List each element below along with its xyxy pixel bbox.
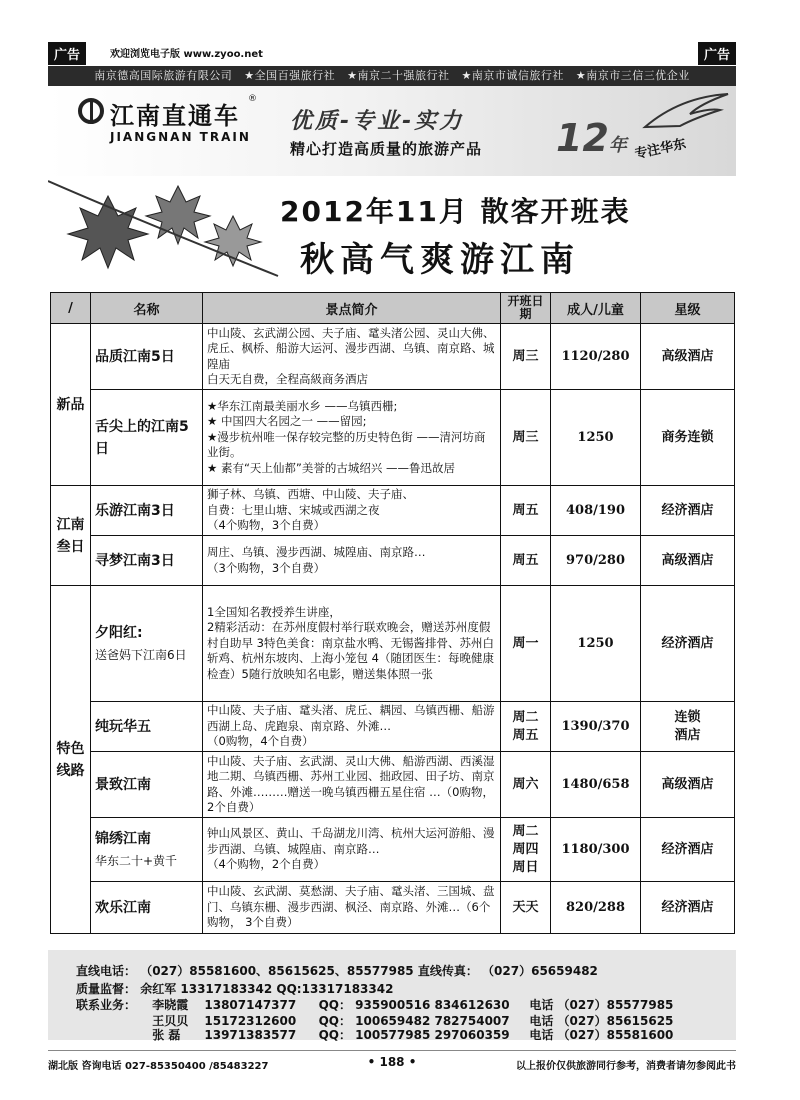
contact-panel bbox=[48, 950, 736, 1040]
contact-label: 联系业务： bbox=[76, 998, 137, 1012]
tour-price: 1250 bbox=[551, 390, 641, 486]
qq-label: QQ： bbox=[318, 998, 351, 1012]
page-number: • 188 • bbox=[367, 1055, 417, 1069]
brand-banner bbox=[48, 86, 736, 176]
agency-banner bbox=[48, 66, 736, 86]
hotel-grade: 经济酒店 bbox=[641, 882, 735, 934]
maple-leaf-icon bbox=[48, 176, 288, 286]
brand-english-name: JIANGNAN TRAIN bbox=[110, 130, 251, 144]
page-subtitle: 秋高气爽游江南 bbox=[300, 240, 580, 280]
table-row bbox=[51, 702, 735, 752]
departure-day: 周一 bbox=[501, 586, 551, 702]
tour-description: 中山陵、玄武湖公园、夫子庙、鼋头渚公园、灵山大佛、虎丘、枫桥、船游大运河、漫步西湖、乌镇、南京路、城隍庙 白天无自费，全程高級商务酒店 bbox=[203, 324, 501, 390]
tour-price: 970/280 bbox=[551, 536, 641, 586]
anniversary-years: 12 bbox=[556, 116, 609, 160]
ad-label-right: 广告 bbox=[698, 42, 736, 65]
brand-slogan: 优质-专业-实力 bbox=[290, 109, 465, 134]
fax-number: （027）65659482 bbox=[482, 964, 598, 978]
tour-name: 景致江南 bbox=[91, 752, 203, 818]
hotel-grade: 商务连锁 bbox=[641, 390, 735, 486]
tour-price: 1390/370 bbox=[551, 702, 641, 752]
column-header: / bbox=[51, 293, 91, 324]
tour-price: 408/190 bbox=[551, 486, 641, 536]
staff-tel: （027）85615625 bbox=[557, 1014, 674, 1028]
agency-honor: ★南京市诚信旅行社 bbox=[461, 69, 564, 82]
brand-name: 江南直通车 bbox=[110, 102, 240, 130]
departure-day: 周二 周四 周日 bbox=[501, 818, 551, 882]
qq-label: QQ： bbox=[318, 1028, 351, 1042]
table-row bbox=[51, 586, 735, 702]
hotel-grade: 经济酒店 bbox=[641, 486, 735, 536]
staff-tel: （027）85577985 bbox=[557, 998, 674, 1012]
page-footer bbox=[48, 1050, 736, 1071]
departure-day: 周六 bbox=[501, 752, 551, 818]
footer-edition: 湖北版 咨询电话 027-85350400 /85483227 bbox=[48, 1061, 269, 1072]
tour-description: 钟山风景区、黄山、千岛湖龙川湾、杭州大运河游船、漫步西湖、乌镇、城隍庙、南京路… （4个购物，2个自费） bbox=[203, 818, 501, 882]
staff-qq: 935900516 834612630 bbox=[355, 998, 510, 1012]
agency-honor: ★全国百强旅行社 bbox=[244, 69, 336, 82]
tour-description: 中山陵、夫子庙、玄武湖、灵山大佛、船游西湖、西溪湿地二期、乌镇西栅、苏州工业园、拙政园、田子坊、南京路、外滩………赠送一晚乌镇西栅五星住宿 …（0购物，2个自费） bbox=[203, 752, 501, 818]
departure-day: 周二 周五 bbox=[501, 702, 551, 752]
tour-price: 1480/658 bbox=[551, 752, 641, 818]
hotel-grade: 经济酒店 bbox=[641, 818, 735, 882]
tel-label: 电话 bbox=[529, 1028, 554, 1042]
tour-description: 狮子林、乌镇、西塘、中山陵、夫子庙、 自费：七里山塘、宋城或西湖之夜 （4个购物，3个自费） bbox=[203, 486, 501, 536]
column-header: 星级 bbox=[641, 293, 735, 324]
table-row bbox=[51, 818, 735, 882]
schedule-table bbox=[50, 292, 735, 934]
staff-mobile: 15172312600 bbox=[204, 1014, 297, 1028]
anniversary-unit: 年 bbox=[608, 135, 627, 156]
staff-qq: 100577985 297060359 bbox=[355, 1028, 510, 1042]
agency-honor: ★南京二十强旅行社 bbox=[347, 69, 450, 82]
tour-price: 820/288 bbox=[551, 882, 641, 934]
registered-mark: ® bbox=[248, 94, 257, 104]
staff-name: 李晓霞 bbox=[152, 998, 189, 1012]
welcome-text: 欢迎浏览电子版 www.zyoo.net bbox=[110, 49, 263, 60]
agency-honor: ★南京市三信三优企业 bbox=[575, 69, 690, 82]
tour-price: 1250 bbox=[551, 586, 641, 702]
contact-phone: （027）85581600、85615625、85577985 bbox=[140, 964, 414, 978]
column-header: 名称 bbox=[91, 293, 203, 324]
tour-name: 纯玩华五 bbox=[91, 702, 203, 752]
footer-disclaimer: 以上报价仅供旅游同行参考，消费者请勿参阅此书 bbox=[516, 1061, 736, 1072]
category-cell: 新品 bbox=[51, 324, 91, 486]
tour-name: 欢乐江南 bbox=[91, 882, 203, 934]
departure-day: 天天 bbox=[501, 882, 551, 934]
contact-label: 质量监督： bbox=[76, 982, 137, 996]
brand-logo-icon bbox=[78, 98, 104, 124]
table-row bbox=[51, 882, 735, 934]
hotel-grade: 高级酒店 bbox=[641, 752, 735, 818]
wing-icon bbox=[640, 92, 730, 132]
agency-name: 南京德高国际旅游有限公司 bbox=[94, 69, 233, 82]
tour-name-sub: 送爸妈下江南6日 bbox=[95, 647, 187, 662]
hotel-grade: 连锁 酒店 bbox=[641, 702, 735, 752]
tour-name: 舌尖上的江南5日 bbox=[91, 390, 203, 486]
tour-name-sub: 华东二十+黄千 bbox=[95, 853, 178, 868]
departure-day: 周五 bbox=[501, 486, 551, 536]
tel-label: 电话 bbox=[529, 1014, 554, 1028]
focus-tagline: 专注华东 bbox=[633, 136, 688, 163]
tour-description: 1全国知名教授养生讲座， 2精彩活动：在苏州度假村举行联欢晚会，赠送苏州度假村自助早 3特色美食：南京盐水鸭、无锡酱排骨、苏州白斩鸡、杭州东坡肉、上海小笼包 4（随团医生：每晚健康检查）5随行放映知名电影，赠送集体照一张 bbox=[203, 586, 501, 702]
departure-day: 周三 bbox=[501, 324, 551, 390]
table-row bbox=[51, 536, 735, 586]
tour-name: 乐游江南3日 bbox=[91, 486, 203, 536]
staff-row bbox=[76, 1026, 673, 1043]
contact-line bbox=[76, 980, 393, 997]
column-header: 景点简介 bbox=[203, 293, 501, 324]
departure-day: 周五 bbox=[501, 536, 551, 586]
hotel-grade: 高级酒店 bbox=[641, 324, 735, 390]
tour-name: 夕阳红: bbox=[95, 624, 143, 641]
table-row bbox=[51, 486, 735, 536]
column-header: 开班日期 bbox=[501, 293, 551, 324]
top-ad-strip bbox=[48, 40, 736, 64]
tour-price: 1120/280 bbox=[551, 324, 641, 390]
departure-day: 周三 bbox=[501, 390, 551, 486]
staff-mobile: 13971383577 bbox=[204, 1028, 297, 1042]
fax-label: 直线传真： bbox=[417, 964, 478, 978]
table-header-row bbox=[51, 293, 735, 324]
tour-description: ★华东江南最美丽水乡 ——乌镇西栅; ★ 中国四大名园之一 ——留园; ★漫步杭州唯一保存较完整的历史特色街 ——清河坊商业街。 ★ 素有“天上仙都”美誉的古城绍兴 ——鲁迅故居 bbox=[203, 390, 501, 486]
tour-description: 中山陵、夫子庙、鼋头渚、虎丘、耦园、乌镇西栅、船游西湖上岛、虎跑泉、南京路、外滩… （0购物，4个自费） bbox=[203, 702, 501, 752]
tour-name: 寻梦江南3日 bbox=[91, 536, 203, 586]
contact-line bbox=[76, 962, 598, 979]
page-title: 2012年11月 散客开班表 bbox=[280, 195, 631, 228]
hotel-grade: 高级酒店 bbox=[641, 536, 735, 586]
staff-mobile: 13807147377 bbox=[204, 998, 297, 1012]
staff-tel: （027）85581600 bbox=[557, 1028, 674, 1042]
table-row bbox=[51, 752, 735, 818]
tour-description: 中山陵、玄武湖、莫愁湖、夫子庙、鼋头渚、三国城、盘门、乌镇东栅、漫步西湖、枫泾、南京路、外滩…（6个购物， 3个自费） bbox=[203, 882, 501, 934]
tour-name-cell bbox=[91, 818, 203, 882]
qq-label: QQ： bbox=[318, 1014, 351, 1028]
ad-label-left: 广告 bbox=[48, 42, 86, 65]
staff-qq: 100659482 782754007 bbox=[355, 1014, 510, 1028]
tel-label: 电话 bbox=[529, 998, 554, 1012]
quality-supervisor: 余红军 13317183342 QQ:13317183342 bbox=[140, 982, 394, 996]
tour-description: 周庄、乌镇、漫步西湖、城隍庙、南京路… （3个购物，3个自费） bbox=[203, 536, 501, 586]
tour-name: 品质江南5日 bbox=[91, 324, 203, 390]
category-cell: 特色线路 bbox=[51, 586, 91, 934]
hotel-grade: 经济酒店 bbox=[641, 586, 735, 702]
table-row bbox=[51, 390, 735, 486]
table-row bbox=[51, 324, 735, 390]
category-cell: 江南叁日 bbox=[51, 486, 91, 586]
staff-row bbox=[76, 996, 673, 1013]
staff-name: 王贝贝 bbox=[152, 1014, 189, 1028]
anniversary-badge bbox=[556, 116, 627, 160]
brand-subslogan: 精心打造高质量的旅游产品 bbox=[290, 140, 483, 158]
tour-price: 1180/300 bbox=[551, 818, 641, 882]
staff-name: 张 磊 bbox=[152, 1028, 181, 1042]
contact-label: 直线电话： bbox=[76, 964, 137, 978]
tour-name-cell bbox=[91, 586, 203, 702]
column-header: 成人/儿童 bbox=[551, 293, 641, 324]
tour-name: 锦绣江南 bbox=[95, 830, 151, 847]
